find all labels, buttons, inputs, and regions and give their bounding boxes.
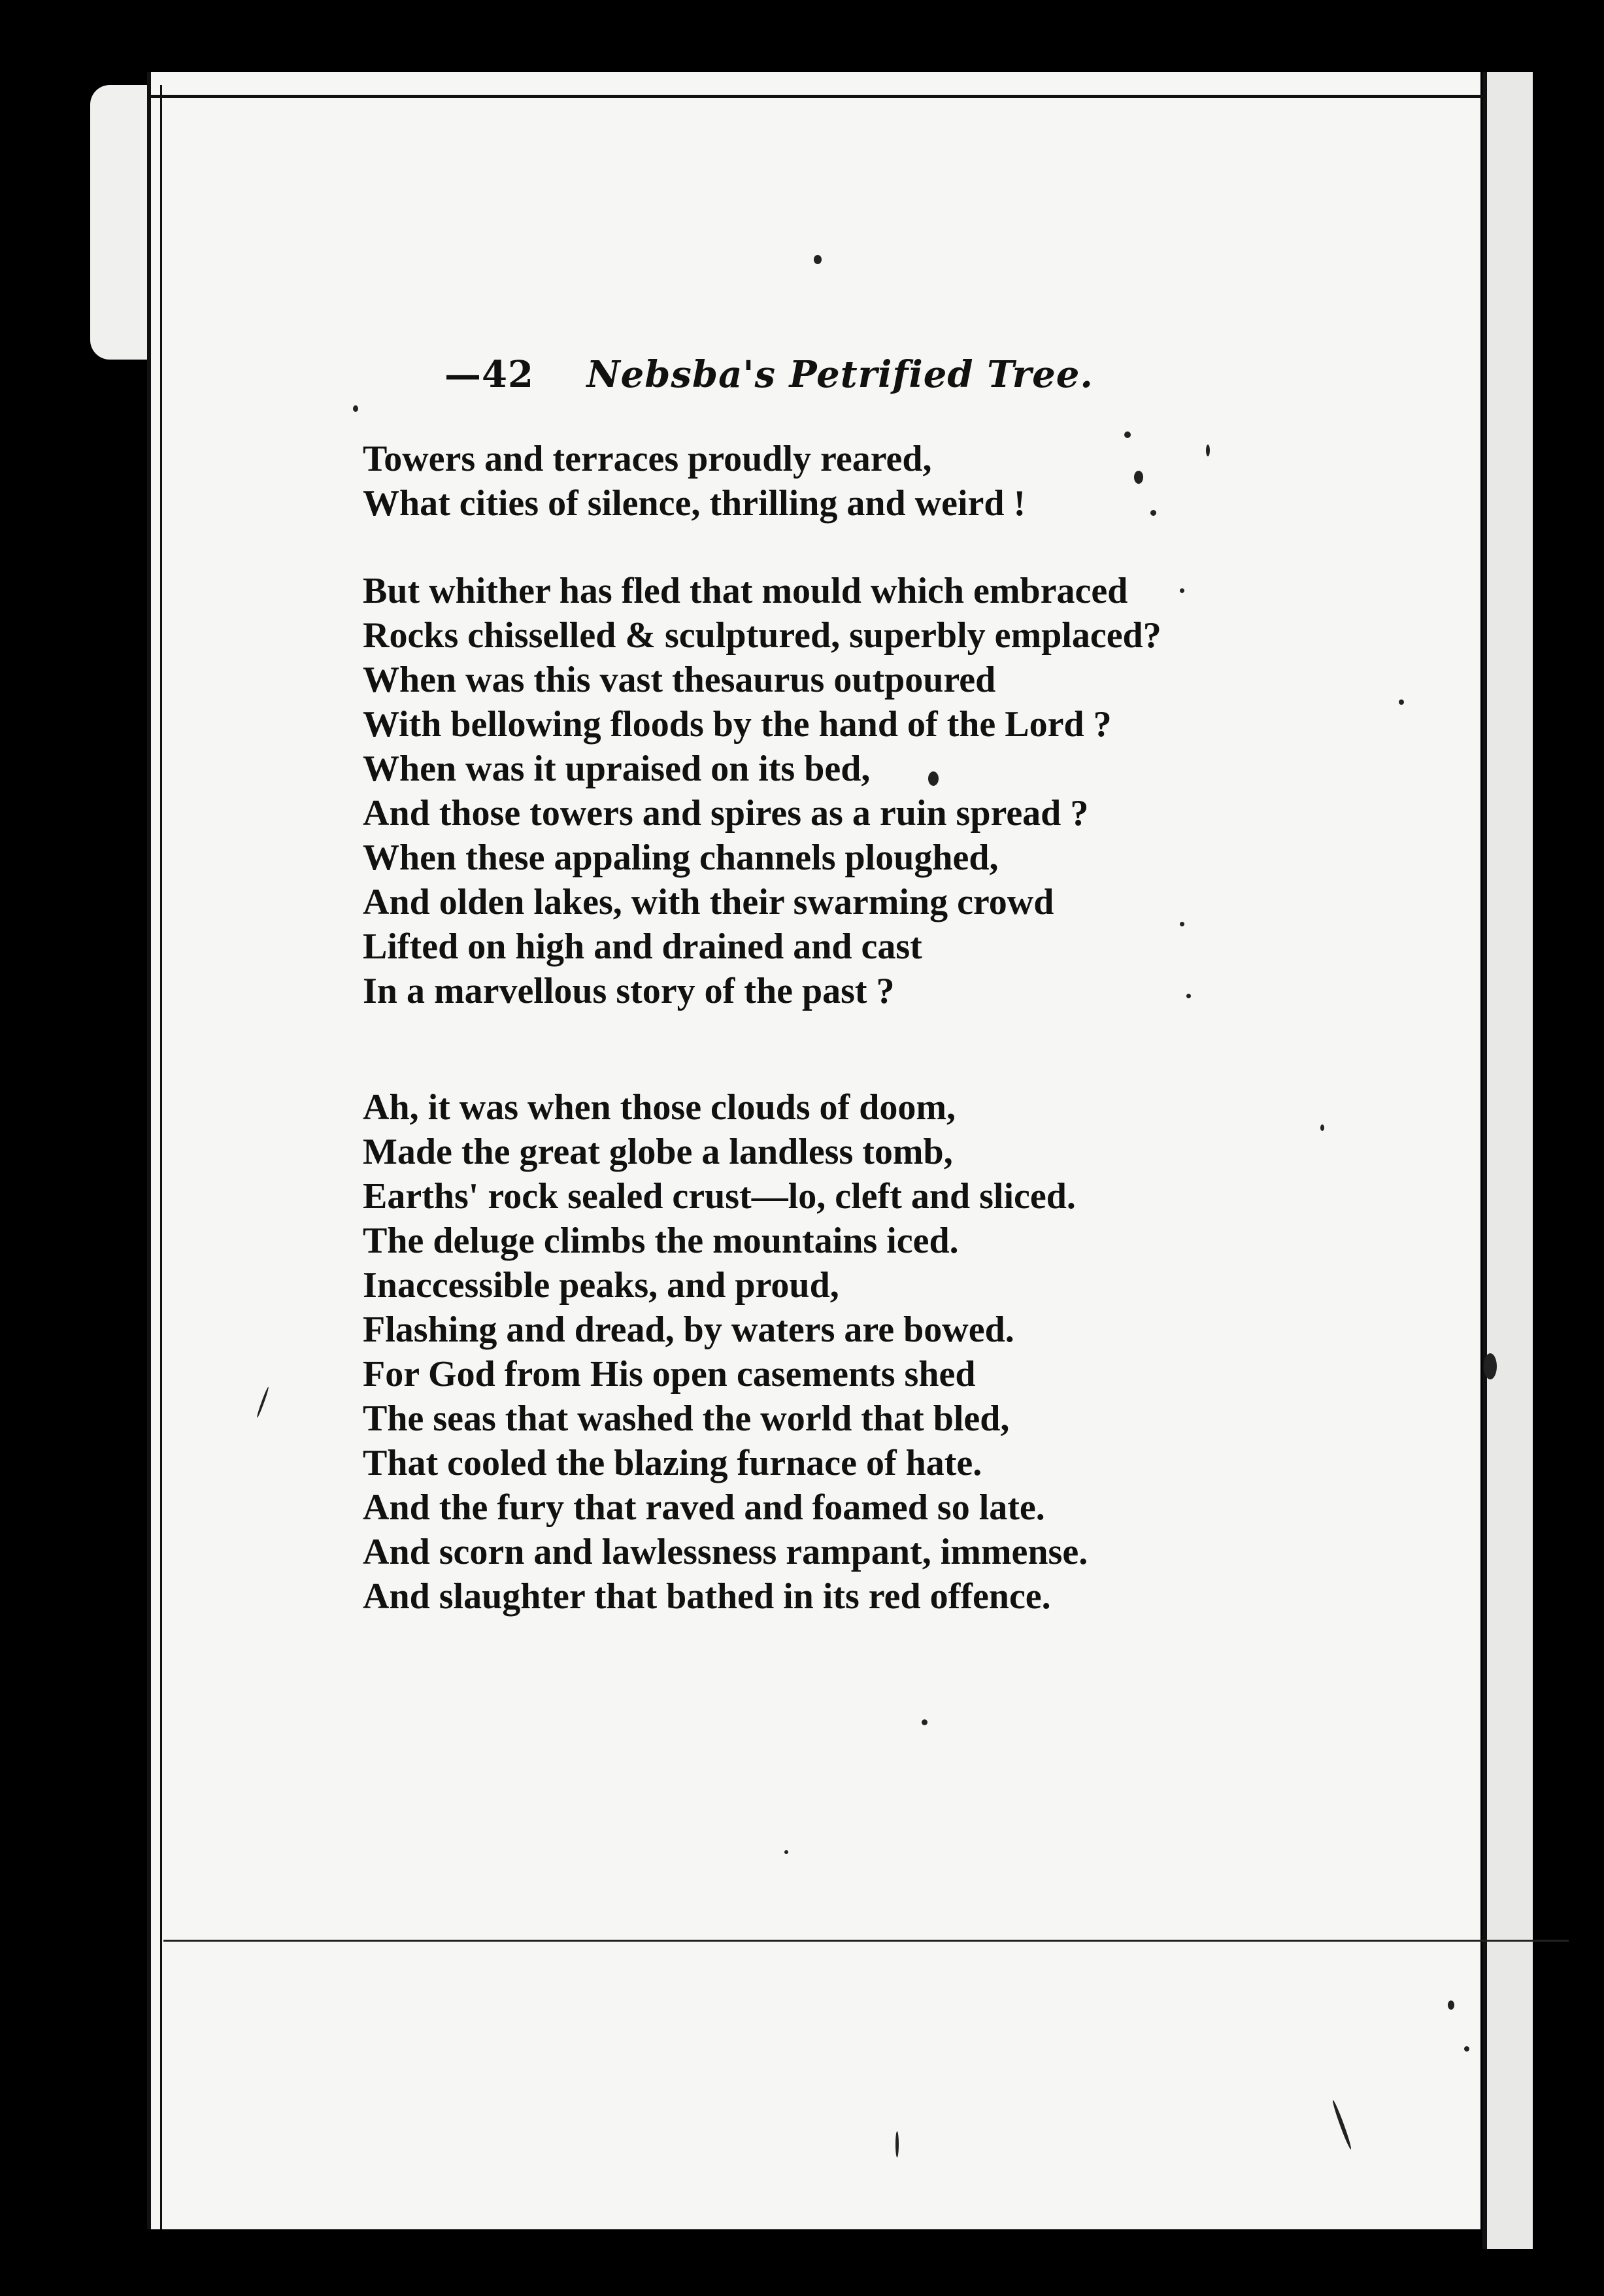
stanza-2 (363, 569, 1161, 1013)
poem-line: And olden lakes, with their swarming crowd (363, 882, 1054, 922)
scan-speck (1206, 445, 1210, 456)
scan-speck (1320, 1124, 1324, 1131)
scan-speck (1399, 700, 1404, 705)
poem-line: Flashing and dread, by waters are bowed. (363, 1309, 1014, 1350)
poem-line: But whither has fled that mould which embraced (363, 571, 1128, 611)
scan-speck (1134, 471, 1143, 484)
scan-speck (1180, 922, 1184, 926)
poem-line: Towers and terraces proudly reared, (363, 439, 932, 479)
stanza-1 (363, 437, 1026, 526)
stanza-3 (363, 1085, 1088, 1619)
poem-line: For God from His open casements shed (363, 1354, 976, 1394)
poem-line: When was this vast thesaurus outpoured (363, 660, 996, 700)
scan-speck (1484, 1353, 1497, 1379)
scan-speck (922, 1719, 927, 1725)
running-title: Nebsba's Petrified Tree. (586, 353, 1094, 396)
poem-line: What cities of silence, thrilling and weird ! (363, 483, 1026, 524)
page-left-edge-line (147, 72, 151, 2229)
scan-speck (1186, 994, 1191, 998)
page-number: —42 (444, 353, 534, 396)
scan-speck (1150, 510, 1156, 516)
scan-speck (895, 2131, 899, 2157)
scan-speck (928, 771, 939, 786)
poem-line: The deluge climbs the mountains iced. (363, 1221, 959, 1261)
poem-line: Ah, it was when those clouds of doom, (363, 1087, 956, 1128)
scan-speck (353, 405, 358, 412)
poem-line: And slaughter that bathed in its red offence. (363, 1576, 1051, 1617)
page-inner-edge-line (160, 85, 162, 2229)
poem-line: Lifted on high and drained and cast (363, 926, 922, 967)
scan-speck (784, 1850, 788, 1854)
poem-line: Earths' rock sealed crust—lo, cleft and sliced. (363, 1176, 1076, 1217)
running-header (444, 353, 1094, 396)
scan-horizontal-rule (163, 1940, 1569, 1942)
facing-page-edge (1487, 72, 1533, 2249)
poem-line: Inaccessible peaks, and proud, (363, 1265, 839, 1306)
poem-line: Rocks chisselled & sculptured, superbly emplaced? (363, 615, 1161, 656)
page-right-edge-line (1482, 72, 1487, 2249)
page-top-edge-line (150, 95, 1484, 98)
scan-speck (814, 255, 822, 264)
poem-line: When was it upraised on its bed, (363, 749, 871, 789)
poem-line: Made the great globe a landless tomb, (363, 1132, 953, 1172)
poem-line: And those towers and spires as a ruin spread ? (363, 793, 1089, 834)
poem-line: With bellowing floods by the hand of the Lord ? (363, 704, 1112, 745)
scan-speck (1180, 588, 1184, 593)
poem-line: And the fury that raved and foamed so late. (363, 1487, 1045, 1528)
poem-line: When these appaling channels ploughed, (363, 837, 999, 878)
poem-line: The seas that washed the world that bled, (363, 1398, 1010, 1439)
poem-line: In a marvellous story of the past ? (363, 971, 895, 1011)
scan-speck (1464, 2046, 1469, 2051)
poem-line: And scorn and lawlessness rampant, immense. (363, 1532, 1088, 1572)
scan-speck (1124, 431, 1131, 438)
poem-line: That cooled the blazing furnace of hate. (363, 1443, 982, 1483)
scan-speck (1448, 2001, 1454, 2010)
